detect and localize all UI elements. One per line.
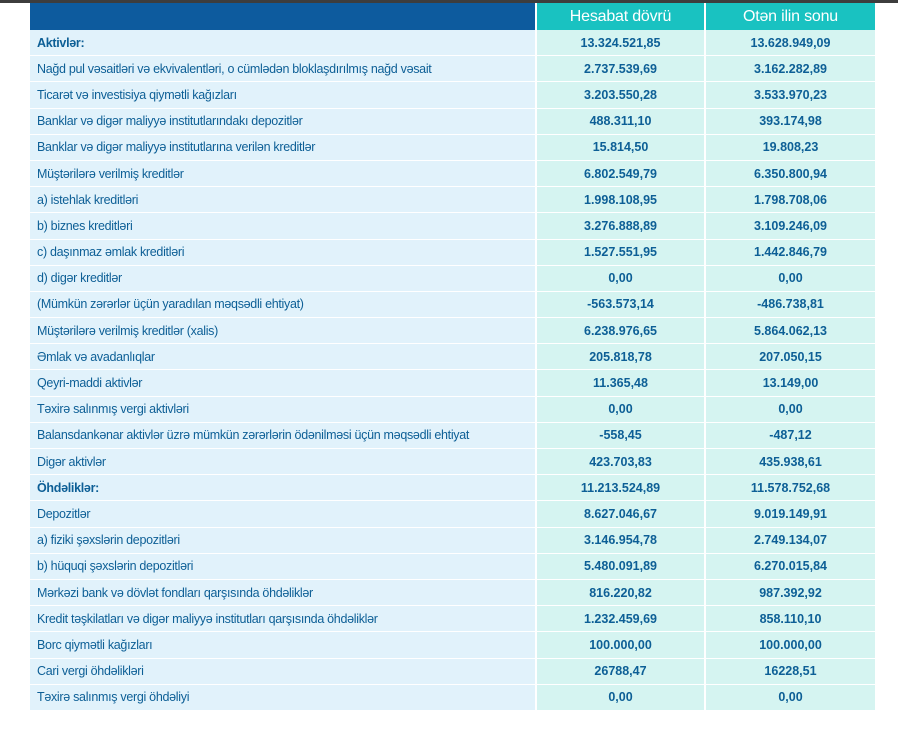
row-current-value: 11.365,48 xyxy=(536,370,705,396)
row-previous-value: 0,00 xyxy=(705,396,875,422)
table-row xyxy=(30,160,875,186)
table-row xyxy=(30,449,875,475)
table-row xyxy=(30,213,875,239)
row-previous-value: 1.442.846,79 xyxy=(705,239,875,265)
table-row xyxy=(30,606,875,632)
row-previous-value: 858.110,10 xyxy=(705,606,875,632)
row-label: Müştərilərə verilmiş kreditlər (xalis) xyxy=(30,318,536,344)
row-current-value: 1.998.108,95 xyxy=(536,187,705,213)
row-current-value: 1.232.459,69 xyxy=(536,606,705,632)
table-row xyxy=(30,318,875,344)
table-row xyxy=(30,56,875,82)
row-previous-value: 3.162.282,89 xyxy=(705,56,875,82)
row-current-value: 0,00 xyxy=(536,396,705,422)
table-row xyxy=(30,344,875,370)
row-label: Balansdankənar aktivlər üzrə mümkün zərərlərin ödənilməsi üçün məqsədli ehtiyat xyxy=(30,422,536,448)
row-previous-value: 987.392,92 xyxy=(705,579,875,605)
row-current-value: 816.220,82 xyxy=(536,579,705,605)
row-previous-value: 3.533.970,23 xyxy=(705,82,875,108)
table-header-row xyxy=(30,3,875,30)
row-label: Əmlak və avadanlıqlar xyxy=(30,344,536,370)
table-row xyxy=(30,265,875,291)
row-current-value: 3.203.550,28 xyxy=(536,82,705,108)
row-current-value: 3.276.888,89 xyxy=(536,213,705,239)
row-current-value: -558,45 xyxy=(536,422,705,448)
row-label: Qeyri-maddi aktivlər xyxy=(30,370,536,396)
row-current-value: 3.146.954,78 xyxy=(536,527,705,553)
row-previous-value: 9.019.149,91 xyxy=(705,501,875,527)
table-row xyxy=(30,579,875,605)
row-label: Digər aktivlər xyxy=(30,449,536,475)
row-label: c) daşınmaz əmlak kreditləri xyxy=(30,239,536,265)
row-previous-value: 16228,51 xyxy=(705,658,875,684)
row-label: b) biznes kreditləri xyxy=(30,213,536,239)
row-previous-value: 393.174,98 xyxy=(705,108,875,134)
row-current-value: 26788,47 xyxy=(536,658,705,684)
row-current-value: -563.573,14 xyxy=(536,291,705,317)
row-label: Təxirə salınmış vergi aktivləri xyxy=(30,396,536,422)
row-current-value: 6.802.549,79 xyxy=(536,160,705,186)
table-row xyxy=(30,30,875,56)
row-previous-value: 0,00 xyxy=(705,684,875,710)
table-row xyxy=(30,475,875,501)
row-current-value: 5.480.091,89 xyxy=(536,553,705,579)
row-label: Cari vergi öhdəlikləri xyxy=(30,658,536,684)
row-label: Banklar və digər maliyyə institutlarındakı depozitlər xyxy=(30,108,536,134)
row-label: d) digər kreditlər xyxy=(30,265,536,291)
row-current-value: 0,00 xyxy=(536,265,705,291)
row-current-value: 15.814,50 xyxy=(536,134,705,160)
row-current-value: 423.703,83 xyxy=(536,449,705,475)
table-body xyxy=(30,30,875,710)
row-label: Müştərilərə verilmiş kreditlər xyxy=(30,160,536,186)
row-label: Depozitlər xyxy=(30,501,536,527)
row-label: Kredit təşkilatları və digər maliyyə institutları qarşısında öhdəliklər xyxy=(30,606,536,632)
row-previous-value: 207.050,15 xyxy=(705,344,875,370)
row-previous-value: 13.149,00 xyxy=(705,370,875,396)
row-label: a) istehlak kreditləri xyxy=(30,187,536,213)
row-label: Borc qiymətli kağızları xyxy=(30,632,536,658)
row-current-value: 1.527.551,95 xyxy=(536,239,705,265)
header-blank-cell xyxy=(30,3,536,30)
table-row xyxy=(30,239,875,265)
row-previous-value: 435.938,61 xyxy=(705,449,875,475)
row-label: (Mümkün zərərlər üçün yaradılan məqsədli ehtiyat) xyxy=(30,291,536,317)
table-row xyxy=(30,501,875,527)
row-label: Aktivlər: xyxy=(30,30,536,56)
balance-sheet-table xyxy=(30,3,875,711)
row-current-value: 13.324.521,85 xyxy=(536,30,705,56)
row-previous-value: 13.628.949,09 xyxy=(705,30,875,56)
row-label: Nağd pul vəsaitləri və ekvivalentləri, o cümlədən bloklaşdırılmış nağd vəsait xyxy=(30,56,536,82)
table-row xyxy=(30,553,875,579)
row-previous-value: 3.109.246,09 xyxy=(705,213,875,239)
table-row xyxy=(30,370,875,396)
row-label: Banklar və digər maliyyə institutlarına verilən kreditlər xyxy=(30,134,536,160)
row-current-value: 205.818,78 xyxy=(536,344,705,370)
table-row xyxy=(30,291,875,317)
row-current-value: 11.213.524,89 xyxy=(536,475,705,501)
row-previous-value: 19.808,23 xyxy=(705,134,875,160)
table-row xyxy=(30,422,875,448)
row-previous-value: 2.749.134,07 xyxy=(705,527,875,553)
row-previous-value: 1.798.708,06 xyxy=(705,187,875,213)
row-previous-value: 5.864.062,13 xyxy=(705,318,875,344)
row-current-value: 100.000,00 xyxy=(536,632,705,658)
row-previous-value: 0,00 xyxy=(705,265,875,291)
row-current-value: 8.627.046,67 xyxy=(536,501,705,527)
table-row xyxy=(30,527,875,553)
table-row xyxy=(30,684,875,710)
table-row xyxy=(30,632,875,658)
row-current-value: 0,00 xyxy=(536,684,705,710)
table-row xyxy=(30,82,875,108)
table-row xyxy=(30,187,875,213)
row-previous-value: 11.578.752,68 xyxy=(705,475,875,501)
row-current-value: 2.737.539,69 xyxy=(536,56,705,82)
header-previous-year-end: Otən ilin sonu xyxy=(705,3,875,30)
table-row xyxy=(30,658,875,684)
table-row xyxy=(30,108,875,134)
row-previous-value: -487,12 xyxy=(705,422,875,448)
header-current-period: Hesabat dövrü xyxy=(536,3,705,30)
row-label: a) fiziki şəxslərin depozitləri xyxy=(30,527,536,553)
row-label: Təxirə salınmış vergi öhdəliyi xyxy=(30,684,536,710)
row-previous-value: 6.350.800,94 xyxy=(705,160,875,186)
row-current-value: 6.238.976,65 xyxy=(536,318,705,344)
row-label: Mərkəzi bank və dövlət fondları qarşısında öhdəliklər xyxy=(30,579,536,605)
row-label: Ticarət və investisiya qiymətli kağızları xyxy=(30,82,536,108)
row-previous-value: -486.738,81 xyxy=(705,291,875,317)
row-previous-value: 6.270.015,84 xyxy=(705,553,875,579)
row-previous-value: 100.000,00 xyxy=(705,632,875,658)
table-row xyxy=(30,396,875,422)
row-label: Öhdəliklər: xyxy=(30,475,536,501)
table-row xyxy=(30,134,875,160)
row-current-value: 488.311,10 xyxy=(536,108,705,134)
row-label: b) hüquqi şəxslərin depozitləri xyxy=(30,553,536,579)
